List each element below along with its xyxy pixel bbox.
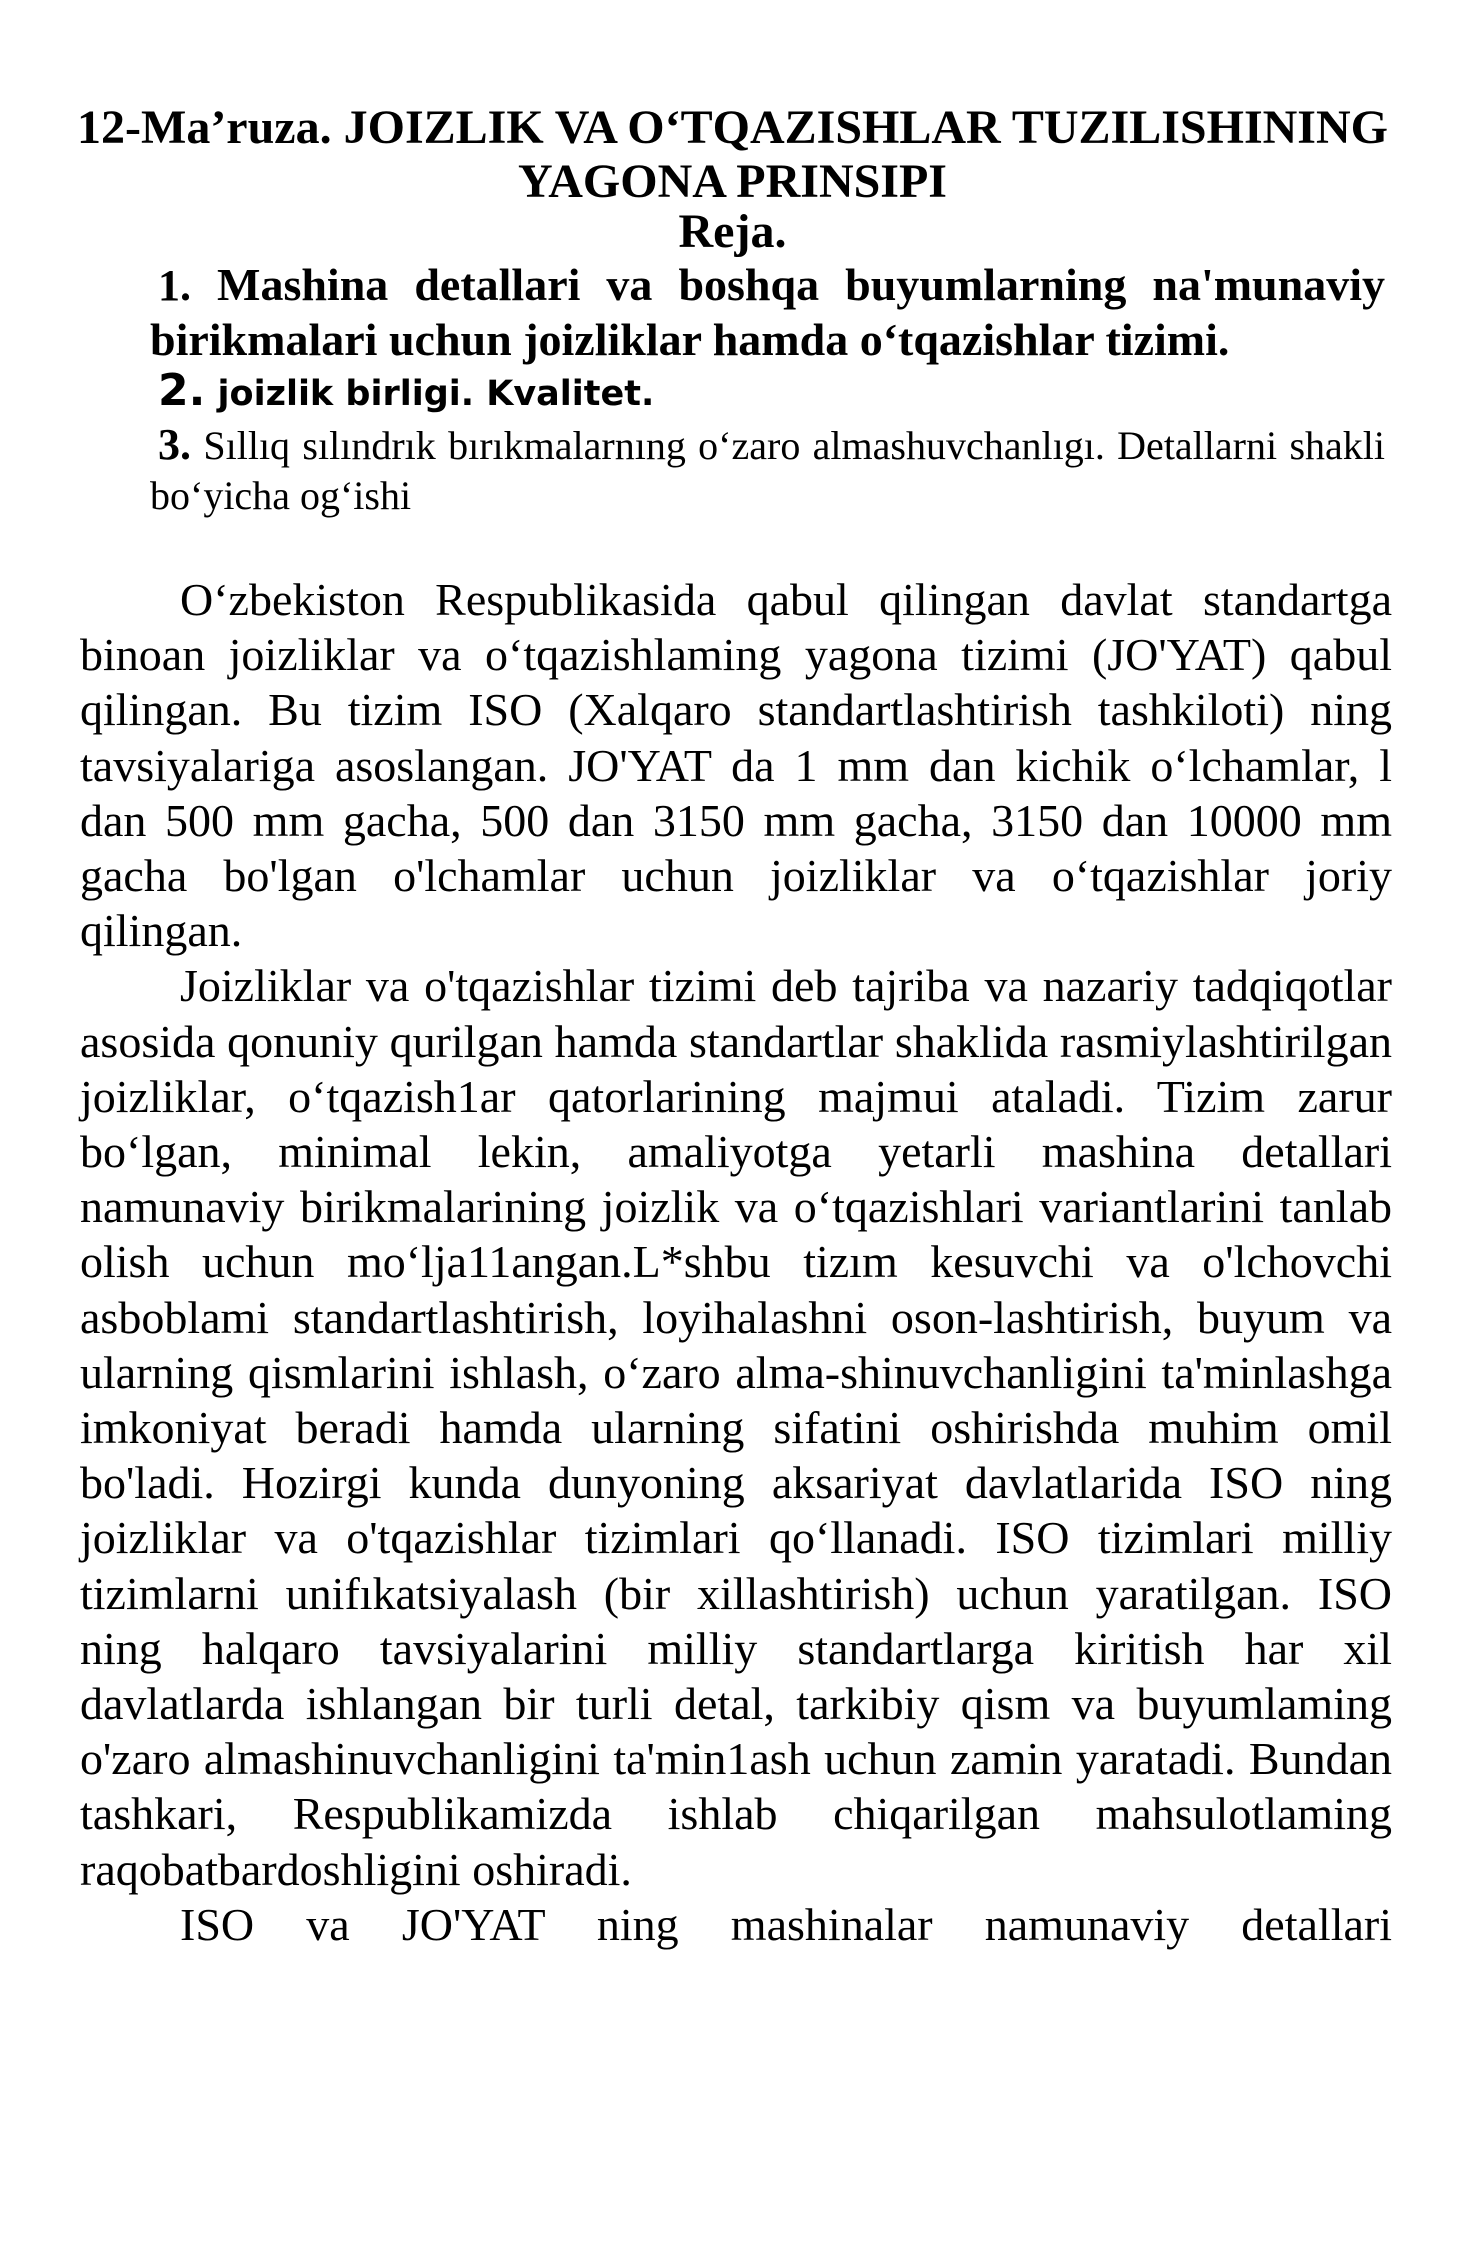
body-paragraph-3: ISO va JO'YAT ning mashinalar namunaviy detallari: [180, 1898, 1392, 1950]
lecture-title-line-2: YAGONA PRINSIPI: [518, 155, 947, 208]
plan-item-2: [150, 364, 1385, 421]
plan-item-3-text: Sıllıq sılındrık bırıkmalarnıng o‘zaro almashuvchanlıgı. Detallarni shakli bo‘yicha og‘ishi: [150, 423, 1385, 518]
plan-item-3: [150, 420, 1385, 521]
plan-item-2-number: 2.: [158, 365, 206, 416]
body-paragraph-1: O‘zbekiston Respublikasida qabul qilingan davlat standartga binoan joizliklar va o‘tqazishlaming yagona tizimi (JO'YAT) qabul qilingan. Bu tizim ISO (Xalqaro standartlashtirish tashkiloti) ning tavsiyalariga asoslangan. JO'YAT da 1 mm dan kichik o‘lchamlar, l dan 500 mm gacha, 500 dan 3150 mm gacha, 3150 dan 10000 mm gacha bo'lgan o'lchamlar uchun joizliklar va o‘tqazishlar joriy qilingan.: [80, 574, 1392, 957]
lecture-body: [80, 572, 1392, 1952]
plan-heading: Reja.: [678, 205, 787, 258]
body-paragraph-2: Joizliklar va o'tqazishlar tizimi deb tajriba va nazariy tadqiqotlar asosida qonuniy qurilgan hamda standartlar shaklida rasmiylashtirilgan joizliklar, o‘tqazish1ar qatorlarining majmui ataladi. Tizim zarur bo‘lgan, minimal lekin, amaliyotga yetarli mashina detallari namunaviy birikmalarining joizlik va o‘tqazishlari variantlarini tanlab olish uchun mo‘lja11angan.L*shbu tizım kesuvchi va o'lchovchi asboblami standartlashtirish, loyihalashni oson-lashtirish, buyum va ularning qismlarini ishlash, o‘zaro alma-shinuvchanligini ta'minlashga imkoniyat beradi hamda ularning sifatini oshirishda muhim omil bo'ladi. Hozirgi kunda dunyoning aksariyat davlatlarida ISO ning joizliklar va o'tqazishlar tizimlari qo‘llanadi. ISO tizimlari milliy tizimlarni unifıkatsiyalash (bir xillashtirish) uchun yaratilgan. ISO ning halqaro tavsiyalarini milliy standartlarga kiritish har xil davlatlarda ishlangan bir turli detal, tarkibiy qism va buyumlaming o'zaro almashinuvchanligini ta'min1ash uchun zamin yaratadi. Bundan tashkari, Respublikamizda ishlab chiqarilgan mahsulotlaming raqobatbardoshligini oshiradi.: [80, 960, 1392, 1895]
plan-item-1-text: Mashina detallari va boshqa buyumlarning na'munaviy birikmalari uchun joizliklar hamda o‘tqazishlar tizimi.: [150, 259, 1385, 365]
plan-item-3-number: 3.: [158, 420, 191, 469]
lecture-title-line-1: 12-Ma’ruza. JOIZLIK VA O‘TQAZISHLAR TUZILISHINING: [77, 101, 1388, 154]
plan-item-1: [150, 258, 1385, 367]
plan-item-1-number: 1.: [158, 261, 191, 310]
plan-item-2-text: joizlik birligi. Kvalitet.: [217, 374, 655, 414]
